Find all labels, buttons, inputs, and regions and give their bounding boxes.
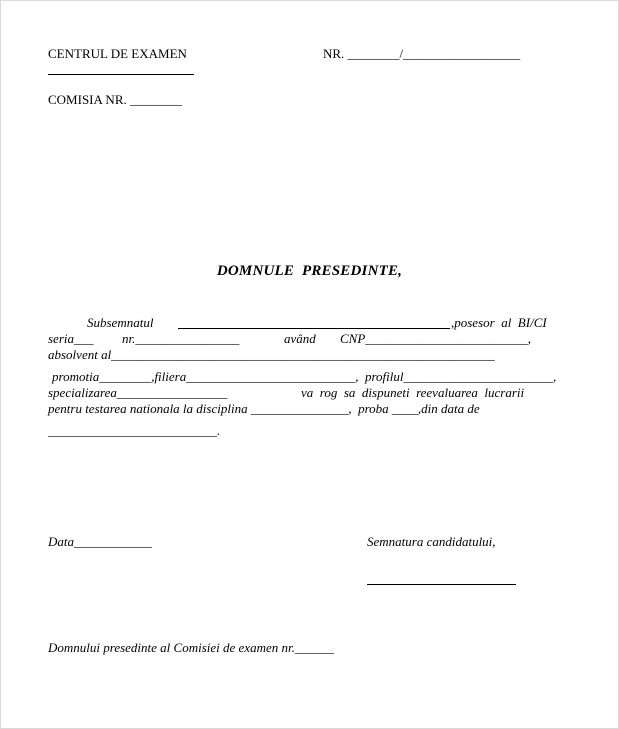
registration-number-label: NR. ________/__________________ [323,46,521,61]
exam-center-label: CENTRUL DE EXAMEN [48,46,187,61]
date-label: Data____________ [48,534,152,549]
body-line-3: absolvent al___________________________________________________________ [48,347,495,362]
signature-blank [367,584,516,585]
body-line-2-number: nr.________________ [122,331,240,346]
body-line-5-specialization: specializarea_________________ [48,385,228,400]
exam-center-blank [48,74,194,75]
body-line-6: pentru testarea nationala la disciplina _______________, proba ____,din data de [48,401,480,416]
commission-number-label: COMISIA NR. ________ [48,92,182,107]
body-line-1-end: ,posesor al BI/CI [451,315,547,330]
body-line-7: __________________________. [48,423,221,438]
president-label: Domnului presedinte al Comisiei de examen nr.______ [48,640,334,655]
body-line-2-cnp: CNP_________________________, [340,331,532,346]
page-title: DOMNULE PRESEDINTE, [216,263,403,279]
body-line-1-start: Subsemnatul [87,315,154,330]
body-line-2-series: seria___ [48,331,94,346]
name-blank [178,328,450,329]
signature-label: Semnatura candidatului, [367,534,496,549]
body-line-5-request: va rog sa dispuneti reevaluarea lucrarii [301,385,525,400]
body-line-4: promotia________,filiera__________________________, profilul_______________________, [52,369,557,384]
body-line-2-having: având [284,331,316,346]
